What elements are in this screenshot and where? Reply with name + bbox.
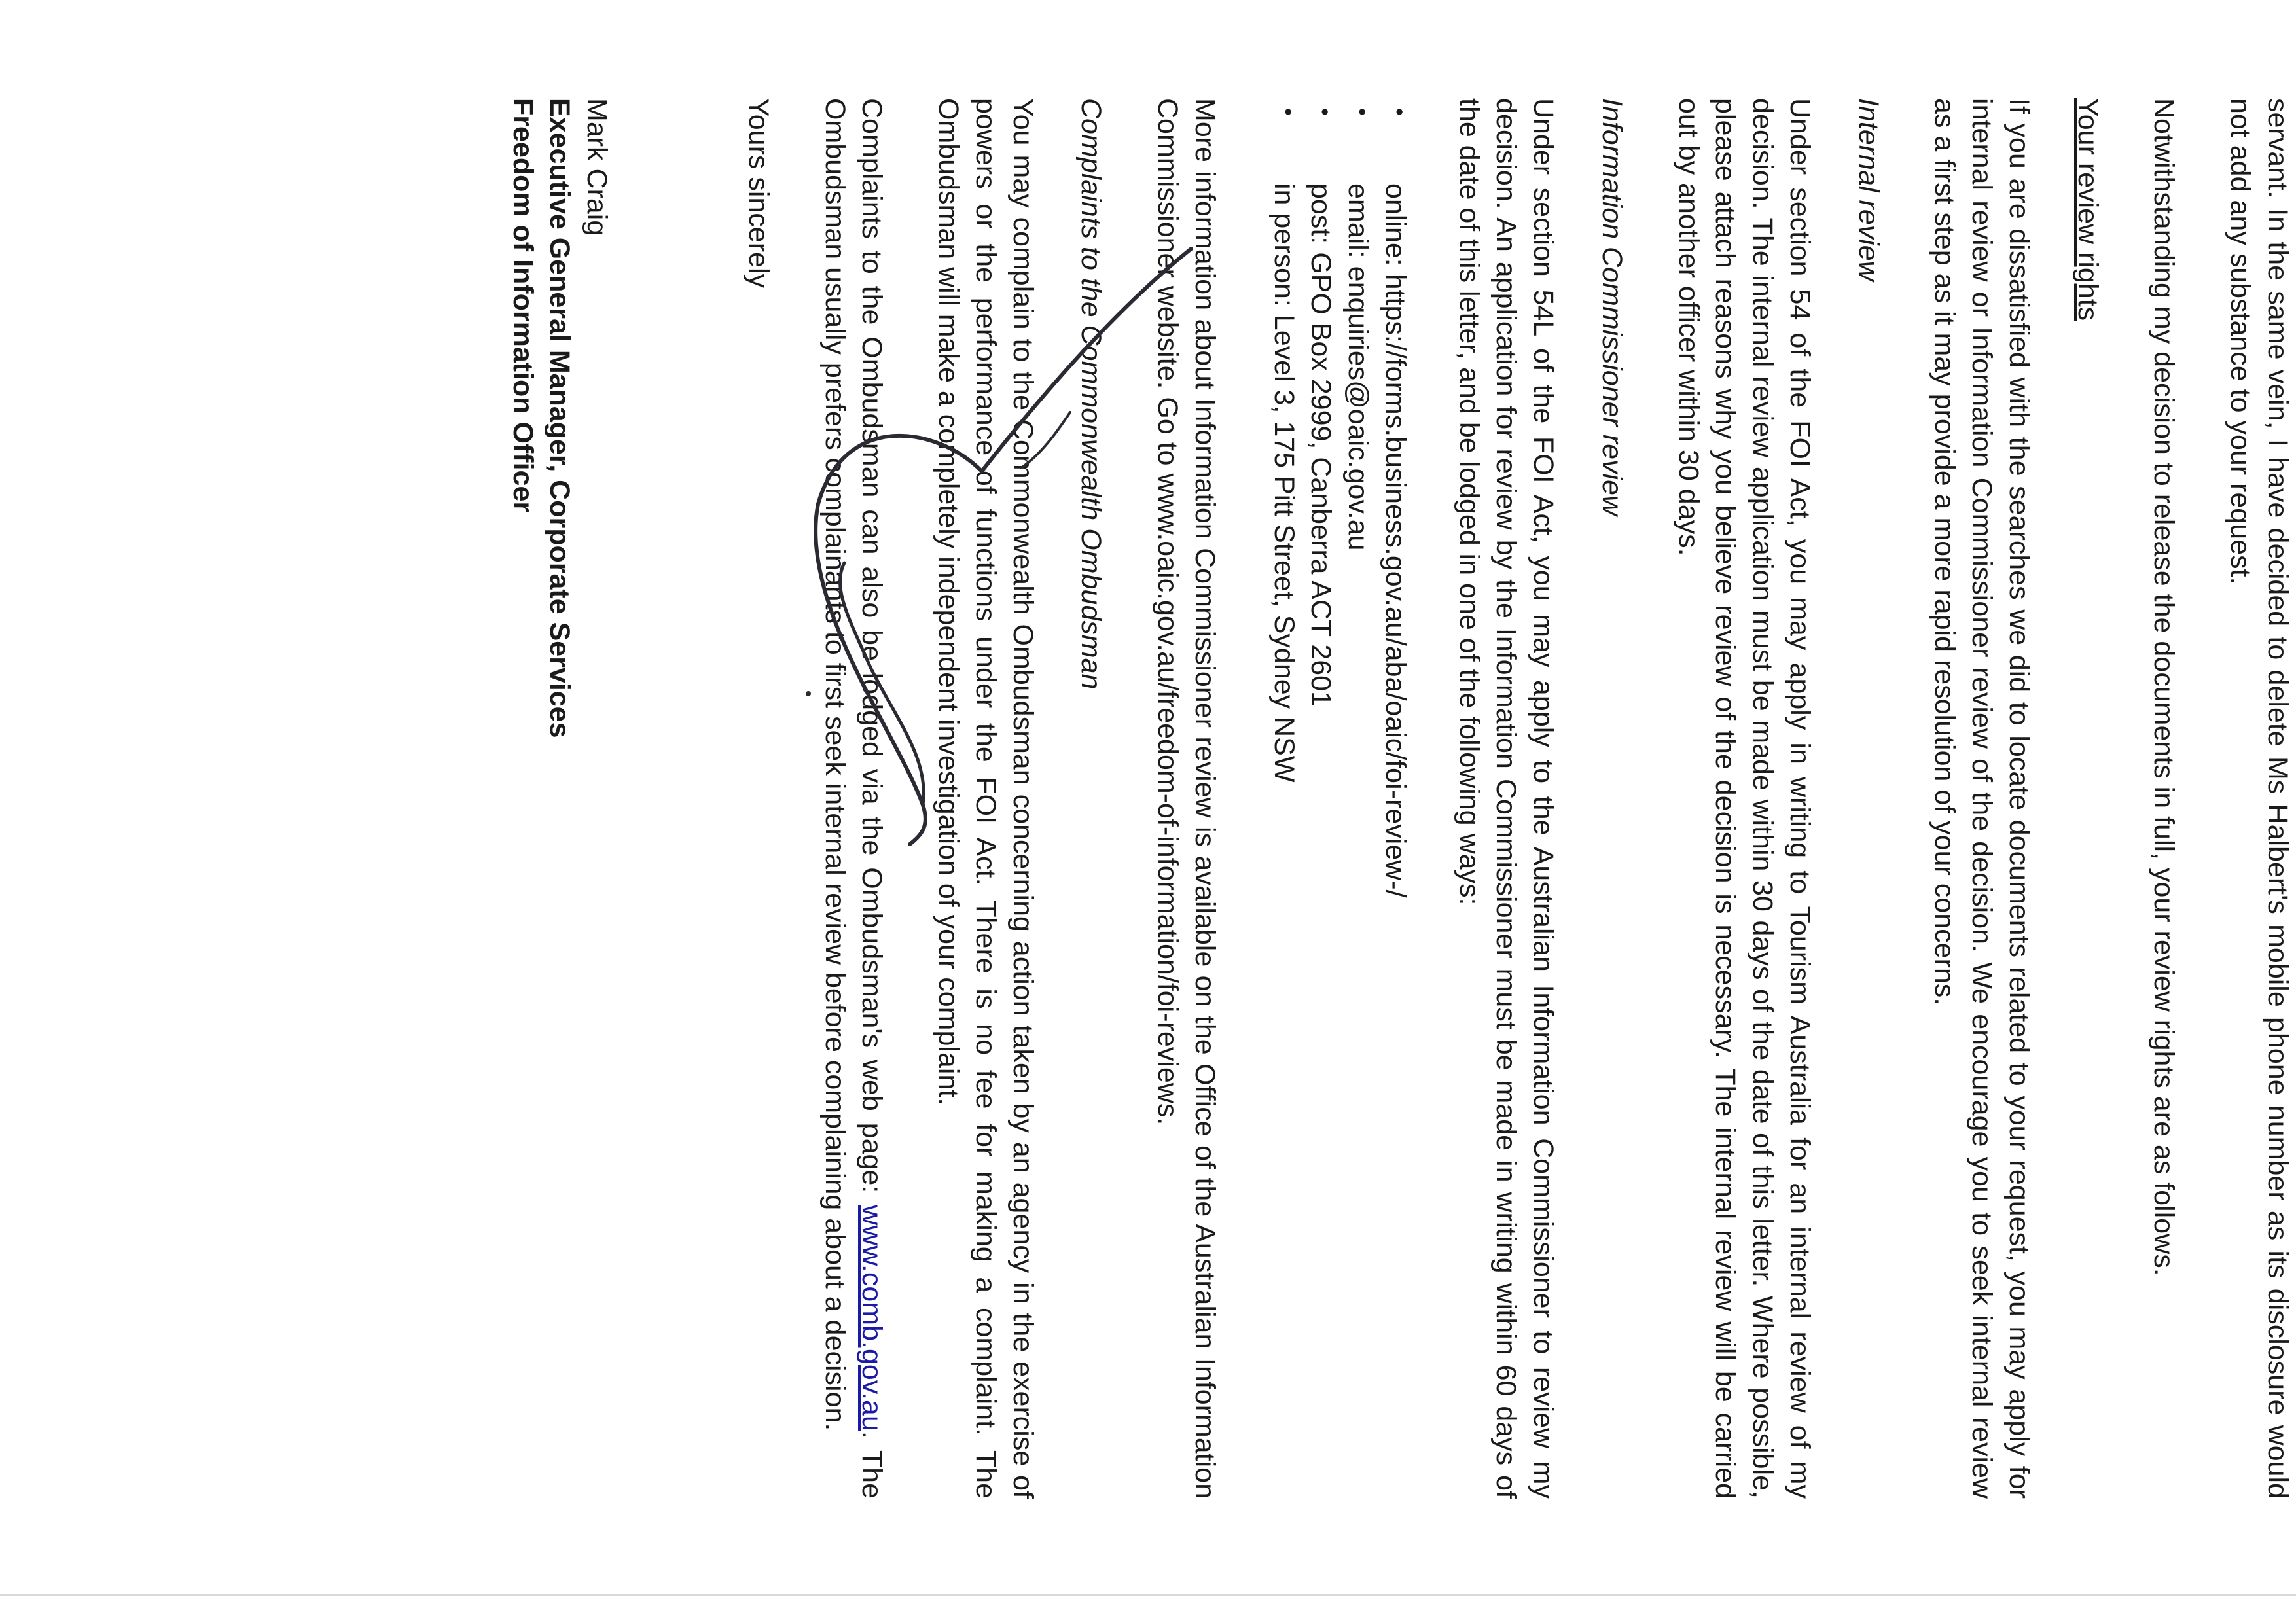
paragraph-servant: servant. In the same vein, I have decided to delete Ms Halbert's mobile phone number as its disclosure would not add any substance to your request.: [2225, 98, 2293, 1499]
signatory-title: Executive General Manager, Corporate Services: [544, 98, 576, 738]
lodgement-value-post: GPO Box 2999, Canberra ACT 2601: [1305, 252, 1337, 707]
ombudsman-website-link[interactable]: www.comb.gov.au: [856, 1205, 888, 1431]
bullet-icon: •: [1312, 108, 1338, 116]
heading-information-commissioner-review: Information Commissioner review: [1596, 98, 1628, 516]
paragraph-notwithstanding: Notwithstanding my decision to release the documents in full, your review rights are as follows.: [2148, 98, 2180, 1276]
lodgement-value-in-person: Level 3, 175 Pitt Street, Sydney NSW: [1268, 314, 1300, 783]
handwritten-signature: [628, 98, 740, 1499]
lodgement-item-post: [1302, 108, 1340, 1499]
bullet-icon: •: [1387, 108, 1412, 116]
heading-ombudsman-complaints: Complaints to the Commonwealth Ombudsman: [1075, 98, 1107, 690]
lodgement-methods-list: [1265, 98, 1414, 1499]
lodgement-value-email: enquiries@oaic.gov.au: [1342, 266, 1374, 551]
bullet-icon: •: [1275, 108, 1300, 116]
signatory-name: Mark Craig: [581, 98, 613, 236]
paragraph-internal-review: Under section 54 of the FOI Act, you may apply in writing to Tourism Australia for an internal review of my decision. The internal review application must be made within 30 days of the date of this letter. Where possible, please attach reasons why you believe review of the decision is necessary. The internal review will be carried out by another officer within 30 days.: [1672, 98, 1816, 1499]
signatory-role: Freedom of Information Officer: [507, 98, 539, 513]
paragraph-information-commissioner-review: Under section 54L of the FOI Act, you may apply to the Australian Information Commissioner to review my decision. An application for review by the Information Commissioner must be made in writing within 60 days of the date of this letter, and be lodged in one of the following ways:: [1453, 98, 1560, 1499]
lodgement-item-in-person: [1265, 108, 1302, 1499]
lodgement-item-online: [1376, 108, 1414, 1499]
heading-internal-review: Internal review: [1852, 98, 1884, 281]
complaints-text-start: Complaints to the Ombudsman can also be lodged via the Ombudsman's web page:: [856, 98, 888, 1205]
lodgement-label: online:: [1380, 183, 1411, 266]
lodgement-item-email: [1340, 108, 1377, 1499]
letter-body: [504, 98, 2296, 1499]
signature-drawing: [740, 196, 1237, 851]
lodgement-label: email:: [1342, 183, 1374, 259]
lodgement-label: post:: [1305, 183, 1337, 245]
bullet-icon: •: [1350, 108, 1375, 116]
closing-salutation: Yours sincerely: [743, 98, 774, 288]
paragraph-complain-ombudsman: You may complain to the Commonwealth Ombudsman concerning action taken by an agency in the exercise of powers or the performance of functions under the FOI Act. There is no fee for making a complaint. The Ombudsman will make a completely independent investigation of your complaint.: [933, 98, 1039, 1499]
lodgement-label: in person:: [1268, 183, 1300, 307]
paragraph-dissatisfied: If you are dissatisfied with the searches we did to locate documents related to your request, you may apply for internal review or Information Commissioner review of the decision. We encourage you to seek internal review as a first step as it may provide a more rapid resolution of your concerns.: [1929, 98, 2035, 1499]
heading-review-rights: Your review rights: [2072, 98, 2104, 321]
lodgement-value-online: https://forms.business.gov.au/aba/oaic/foi-review-/: [1380, 274, 1411, 898]
complaints-text-end: . The Ombudsman usually prefers complainants to first seek internal review before complaining about a decision.: [819, 98, 888, 1499]
paragraph-more-information: More information about Information Commissioner review is available on the Office of the Australian Information Commissioner website. Go to www.oaic.gov.au/freedom-of-information/foi-reviews.: [1152, 98, 1221, 1499]
